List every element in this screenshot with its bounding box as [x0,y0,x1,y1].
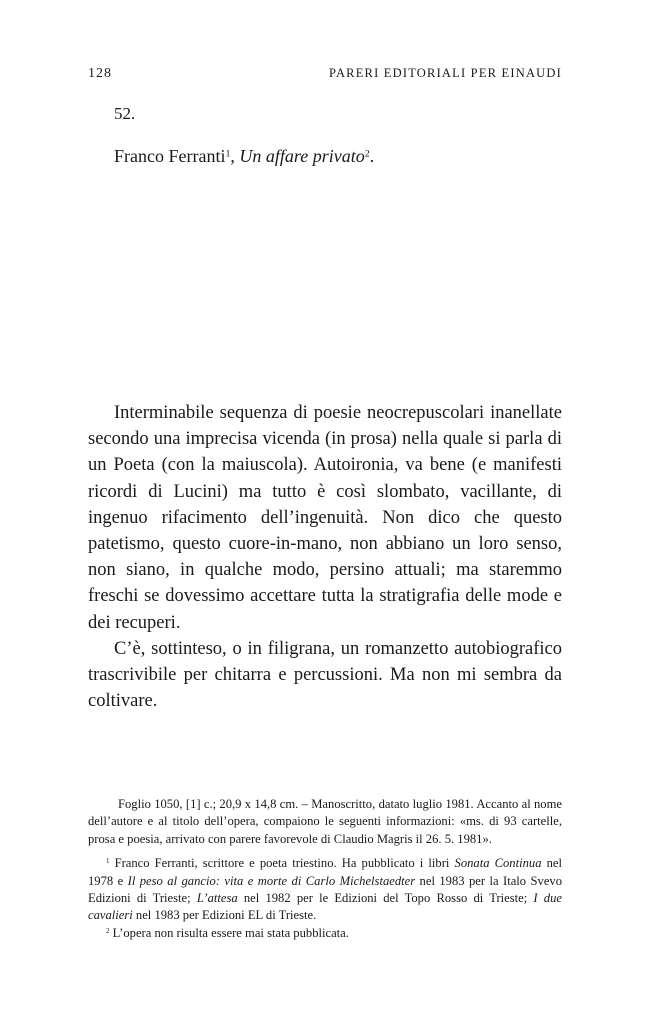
footnote-1-text: nel 1983 per Edizioni EL di Trieste. [132,908,317,923]
book-title-attesa: L’attesa [196,891,238,906]
footnote-1-marker: 1 [106,858,110,866]
entry-heading [114,146,374,167]
footnote-1-text: nel 1978 e [88,856,562,888]
book-title-cavalieri: I due cavalieri [88,891,562,923]
body-paragraph-1: Interminabile sequenza di poesie neocrepuscolari inanellate secondo una imprecisa vicenda (in prosa) nella quale si parla di un Poeta (con la maiuscola). Autoironia, va bene (e manifesti ricordi di Lucini) ma tutto è così slombato, vacillante, di ingenuo rifacimento dell’ingenuità. Non dico che questo patetismo, questo cuore-in-mano, non abbiano un loro senso, non siano, in qualche modo, persino attuali; ma staremmo freschi se dovessimo accettare tutta la stratigrafia delle mode e dei recuperi. [88,403,562,633]
footnote-2-text: L’opera non risulta essere mai stata pubblicata. [112,925,349,940]
entry-number: 52. [114,104,136,123]
running-title: PARERI EDITORIALI PER EINAUDI [328,66,562,80]
book-title-peso: Il peso al gancio: vita e morte di Carlo Michelstaedter [127,873,416,888]
notes-block [88,796,562,942]
running-header [88,66,562,86]
page-number: 128 [88,66,112,81]
work-title: Un affare privato [239,146,365,166]
author-name: Franco Ferranti [114,146,226,166]
report-body [88,400,562,714]
footnote-2 [88,925,562,942]
footnote-1-text: Franco Ferranti, scrittore e poeta triestino. Ha pubblicato i libri [114,856,455,871]
footnote-1-text: nel 1983 per la Italo Svevo Edizioni di Trieste; [88,873,562,906]
footnote-1 [88,855,562,925]
footnote-ref-1[interactable]: 1 [225,148,231,160]
footnote-1-text: nel 1982 per le Edizioni del Topo Rosso di Trieste; [237,891,534,906]
book-title-sonata: Sonata Continua [454,856,542,871]
footnote-ref-2[interactable]: 2 [364,148,370,160]
title-period: . [369,146,375,166]
source-note: Foglio 1050, [1] c.; 20,9 x 14,8 cm. – Manoscritto, datato luglio 1981. Accanto al nome dell’autore e al titolo dell’opera, compaiono le seguenti informazioni: «ms. di 93 cartelle, prosa e poesia, arrivato con parere favorevole di Claudio Magris il 26. 5. 1981». [88,797,562,846]
footnote-2-marker: 2 [106,928,110,936]
title-separator: , [230,146,240,166]
body-paragraph-2: C’è, sottinteso, o in filigrana, un romanzetto autobiografico trascrivibile per chitarra e percussioni. Ma non mi sembra da coltivare. [88,638,562,712]
